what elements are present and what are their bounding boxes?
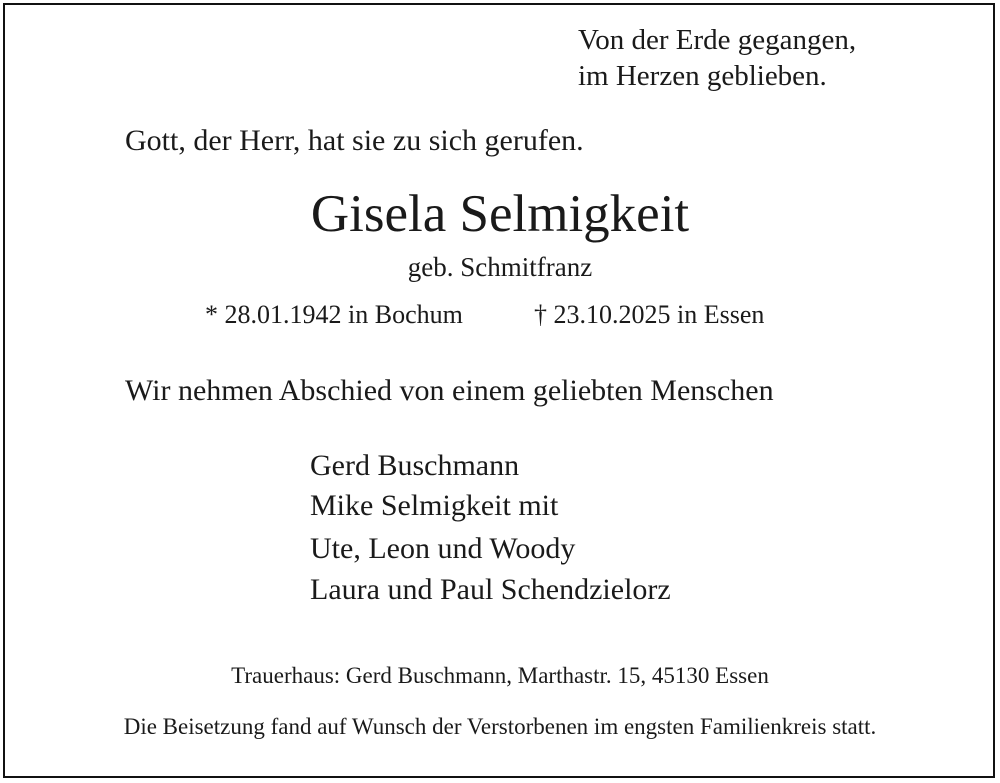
motto-line-2: im Herzen geblieben. (578, 60, 827, 92)
death-date: † 23.10.2025 in Essen (534, 300, 765, 329)
mourner-line: Mike Selmigkeit mit (310, 489, 559, 522)
deceased-name: Gisela Selmigkeit (310, 185, 690, 243)
intro-text: Gott, der Herr, hat sie zu sich gerufen. (125, 124, 584, 157)
mourner-line: Laura und Paul Schendzielorz (310, 573, 671, 606)
motto-line-1: Von der Erde gegangen, (578, 24, 857, 56)
mourner-line: Ute, Leon und Woody (310, 532, 576, 565)
farewell-text: Wir nehmen Abschied von einem geliebten Menschen (125, 374, 774, 407)
mourning-house-address: Trauerhaus: Gerd Buschmann, Marthastr. 15, 45130 Essen (231, 663, 769, 688)
mourner-line: Gerd Buschmann (310, 449, 520, 482)
burial-notice: Die Beisetzung fand auf Wunsch der Verstorbenen im engsten Familienkreis statt. (123, 714, 877, 739)
maiden-name: geb. Schmitfranz (407, 252, 593, 282)
birth-date: * 28.01.1942 in Bochum (205, 300, 463, 329)
